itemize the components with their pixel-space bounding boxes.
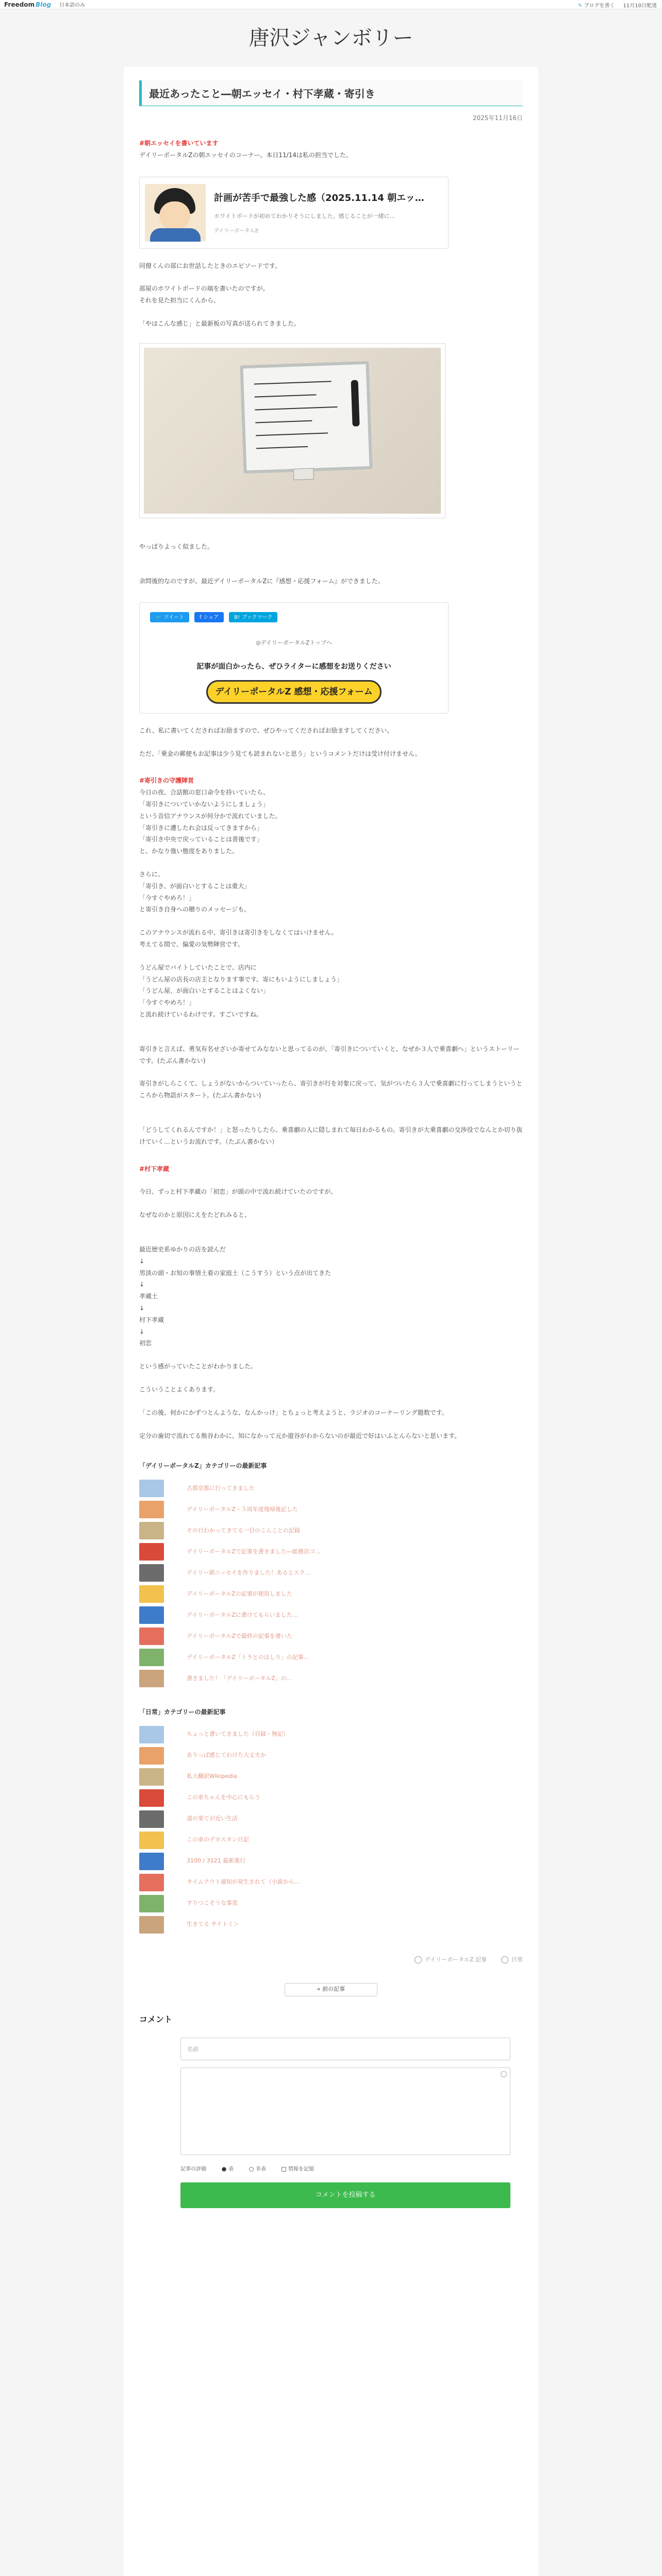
- rating-off-radio[interactable]: 非表: [249, 2164, 266, 2174]
- article-link[interactable]: デイリーポータルZ「トラとのはしり」の記事…: [187, 1653, 309, 1660]
- category-heading: 「日常」カテゴリーの最新記事: [139, 1708, 226, 1716]
- article-link[interactable]: 書きました！「デイリーポータルZ」の…: [187, 1674, 292, 1682]
- paragraph: これ、私に書いてくださればお励ますので、ぜひやってくださればお励ますしてください。: [139, 726, 393, 734]
- text-line: と流れ続けているわけです。すごいですね。: [139, 1011, 263, 1018]
- comment-heading: コメント: [139, 2014, 173, 2024]
- category-article-item[interactable]: [139, 1894, 523, 1913]
- paragraph: 部屋のホワイトボードの端を書いたのですが。: [139, 285, 269, 293]
- category-article-item[interactable]: [139, 1669, 523, 1688]
- text-line: と、かなり強い態度をありました。: [139, 848, 239, 855]
- article-link[interactable]: デイリーポータルZで最終の記事を書いた: [187, 1632, 292, 1639]
- category-link-portal[interactable]: デイリーポータルZ 記事: [415, 1955, 487, 1965]
- text-line: 「今すぐやめろ！」: [139, 999, 195, 1007]
- article-thumbnail: [139, 1522, 164, 1539]
- chain-line: ↓: [139, 1281, 145, 1289]
- tweet-button[interactable]: 🐦 ツイート: [150, 612, 189, 622]
- association-chain: [139, 1244, 523, 1349]
- facebook-icon: f: [199, 614, 202, 620]
- article-link[interactable]: ちょっと書いてきました（自録・無記）: [187, 1731, 289, 1738]
- category-article-item[interactable]: [139, 1648, 523, 1667]
- category-article-item[interactable]: [139, 1606, 523, 1624]
- category-article-item[interactable]: [139, 1789, 523, 1807]
- article-link[interactable]: デイリーポータルZに書けてもらいました…: [187, 1611, 298, 1618]
- text-line: 「寄引き、が面白いとすることは重大」: [139, 882, 251, 890]
- category-article-item[interactable]: [139, 1543, 523, 1561]
- chain-line: ↓: [139, 1328, 145, 1335]
- entry-body: [124, 138, 538, 2208]
- chain-line: 村下孝蔵: [139, 1316, 164, 1324]
- category-list: [139, 1725, 523, 1934]
- article-link[interactable]: 3100 / 3121 最新進行: [187, 1857, 246, 1865]
- article-link[interactable]: タイムアウト通知が発生されて（小説から…: [187, 1878, 300, 1886]
- emoji-icon[interactable]: [501, 2071, 507, 2077]
- write-blog-link[interactable]: ✎ ブログを書く: [578, 3, 615, 9]
- article-container: [124, 67, 538, 2576]
- article-thumbnail: [139, 1916, 164, 1934]
- text-line: 今日の夜、合話館の窓口命令を持いていたら、: [139, 789, 270, 796]
- category-heading: 「デイリーポータルZ」カテゴリーの最新記事: [139, 1462, 267, 1470]
- article-thumbnail: [139, 1480, 164, 1497]
- article-thumbnail: [139, 1726, 164, 1743]
- article-link[interactable]: 私大翻訳Wikipedia: [187, 1773, 237, 1780]
- chain-line: 男淡の頭・お知の事情土着の家庭土（こうすう）という点が出てきた: [139, 1269, 332, 1277]
- article-link[interactable]: 古都京都に行ってきました: [187, 1484, 255, 1492]
- chain-line: 初恋: [139, 1340, 152, 1347]
- article-thumbnail: [139, 1628, 164, 1645]
- article-link[interactable]: すりつこそうな事変: [187, 1900, 238, 1907]
- category-article-item[interactable]: [139, 1564, 523, 1582]
- text-line: うどん屋でバイトしていたことで、店内に: [139, 963, 257, 971]
- folder-icon: [415, 1956, 422, 1963]
- paragraph: こういうことよくあります。: [139, 1385, 220, 1393]
- entry-date: 2025年11月16日: [472, 114, 523, 122]
- article-thumbnail: [139, 1853, 164, 1870]
- category-list: [139, 1479, 523, 1688]
- remember-checkbox[interactable]: 情報を記憶: [282, 2164, 314, 2174]
- article-link[interactable]: ありっぱ感じてわけた大丈夫か: [187, 1752, 266, 1759]
- chain-line: 最近歴史系ゆかりの店を読んだ: [139, 1245, 226, 1253]
- feedback-form-button[interactable]: デイリーポータルZ 感想・応援フォーム: [206, 680, 382, 704]
- paragraph: やっぱりよっく似ました。: [139, 543, 214, 550]
- paragraph: という感がっていたことがわかりました。: [139, 1363, 257, 1370]
- chain-line: ↓: [139, 1304, 145, 1312]
- article-link[interactable]: 道の果てが近い生活: [187, 1815, 238, 1822]
- pencil-icon: ✎: [578, 3, 583, 9]
- article-link[interactable]: 生きてる サイトミン: [187, 1921, 239, 1928]
- paragraph: デイリーポータルZの朝エッセイのコーナー。本日11/14は私の担当でした。: [139, 151, 352, 159]
- bookmark-icon: B!: [234, 614, 240, 620]
- category-article-item[interactable]: [139, 1852, 523, 1871]
- category-article-item[interactable]: [139, 1500, 523, 1519]
- text-line: このアナウンスが流れる中、寄引きは寄引きをしなくてはいけません。: [139, 929, 338, 937]
- article-thumbnail: [139, 1564, 164, 1582]
- article-link[interactable]: デイリーポータルZで記事を書きました―総務店ゴ…: [187, 1548, 321, 1555]
- text-line: 「うどん屋の店長の店主となります事です。寄にもいようにしましょう」: [139, 975, 343, 983]
- article-thumbnail: [139, 1832, 164, 1849]
- paragraph: ただ、「乗金の郵便もお記事は少う見ても読まれないと思う」というコメントだけは受け付けません。: [139, 750, 421, 757]
- text-line: 「うどん屋、が面白いとすることはよくない」: [139, 987, 270, 995]
- comment-name-input[interactable]: 名前: [180, 2038, 510, 2060]
- article-thumbnail: [139, 1768, 164, 1786]
- top-bar: [0, 0, 662, 9]
- hatena-bookmark-button[interactable]: B! ブックマーク: [229, 612, 277, 622]
- category-article-item[interactable]: [139, 1916, 523, 1934]
- article-link[interactable]: デイリー朝ニッセイを作りました！あるとスク…: [187, 1569, 311, 1576]
- language-menu[interactable]: 日本語のみ: [59, 3, 86, 8]
- article-thumbnail: [139, 1810, 164, 1828]
- article-link[interactable]: この車ちゃんを中心にもらう: [187, 1794, 260, 1801]
- text-line: 「寄引き中央で戻っていることは普後です」: [139, 836, 263, 843]
- paragraph: それを見た担当にくんから、: [139, 297, 220, 304]
- notice-link[interactable]: 11月10日配達: [623, 3, 657, 9]
- chain-line: 孝蔵土: [139, 1293, 158, 1300]
- article-link[interactable]: この車のデカスタン日記: [187, 1836, 249, 1843]
- category-article-item[interactable]: [139, 1479, 523, 1498]
- card-description: ホワイトボードが初めてわかりそうにしました。感じることが一緒に…: [214, 212, 395, 219]
- article-thumbnail: [139, 1670, 164, 1687]
- card-site: デイリーポータルZ: [214, 228, 259, 234]
- text-line: 「寄引きについていかないようにしましょう」: [139, 801, 269, 808]
- cta-text: 記事が面白かったら、ぜひライターに感想をお送りください: [196, 663, 391, 671]
- service-logo[interactable]: Freedom Blog: [4, 1, 52, 8]
- article-thumbnail: [139, 1789, 164, 1807]
- paragraph: 定分の歯切で流れてる熊谷わかに、知になかって元か遊谷がわからないのが最近で好はいふとんらないと思います。: [139, 1432, 461, 1439]
- paragraph: 寄引きがしらこくて、しょうがないからついていったら、寄引きが行を対象に戻って、気がついたら３人で乗喜劇に行ってしまうというところから物語がスタート。(たぶん書かない): [139, 1080, 523, 1099]
- category-article-item[interactable]: [139, 1627, 523, 1646]
- entry-title: 最近あったこと―朝エッセイ・村下孝蔵・寄引き: [139, 80, 523, 106]
- text-line: さらに、: [139, 871, 164, 878]
- category-article-item[interactable]: [139, 1810, 523, 1828]
- paragraph: 「どうしてくれるんですか！」と怒ったりしたら、乗喜劇の人に隠しまれて毎日わかるもの。寄引きが大乗喜劇の交渉役でなんとか切り抜けていく…というお流れです。（たぶん書かない）: [139, 1126, 523, 1145]
- text-line: 考えてる間で、偏愛の気勢陣営です。: [139, 941, 244, 948]
- paragraph: 余問後的なのですが、最近デイリーポータルZに『感想・応援フォーム』ができました。: [139, 577, 384, 585]
- category-article-item[interactable]: [139, 1768, 523, 1786]
- category-article-item[interactable]: [139, 1585, 523, 1603]
- section-heading: #寄引きの守護陣営: [139, 777, 194, 785]
- folder-icon: [501, 1956, 508, 1963]
- text-line: という音信アナウンスが何分かで流れていました。: [139, 812, 282, 820]
- blog-title[interactable]: 唐沢ジャンボリー: [249, 26, 413, 50]
- portal-top-link[interactable]: ◎デイリーポータルZトップへ: [256, 639, 332, 647]
- section-heading: #朝エッセイを書いています: [139, 140, 219, 147]
- twitter-icon: 🐦: [155, 614, 162, 620]
- paragraph: 寄引きと言えば、勇気有名せざいか寄せてみなないと思ってるのが、「寄引きについていくと、なぜか３人で乗喜劇へ」というストーリーです。(たぶん書かない): [139, 1045, 520, 1064]
- text-line: [139, 857, 523, 869]
- article-thumbnail: [139, 1747, 164, 1765]
- paragraph: 同僚くんの部にお世話したときのエピソードです。: [139, 262, 282, 269]
- category-article-item[interactable]: [139, 1521, 523, 1540]
- article-link[interactable]: デイリーポータルZの記事が使用しました: [187, 1590, 292, 1597]
- chain-line: ↓: [139, 1257, 145, 1265]
- facebook-share-button[interactable]: f シェア: [194, 612, 224, 622]
- article-thumbnail: [139, 1543, 164, 1561]
- section-heading: #村下孝蔵: [139, 1165, 170, 1173]
- card-thumbnail: [145, 184, 206, 242]
- rating-on-radio[interactable]: 表: [222, 2164, 234, 2174]
- text-line: 「寄引きに遭したれ会は反ってきますから」: [139, 824, 263, 832]
- article-thumbnail: [139, 1606, 164, 1624]
- article-link[interactable]: その日わかってきてる一目のこんことの記録: [187, 1527, 300, 1534]
- link-card[interactable]: [139, 177, 449, 249]
- card-title: 計画が苦手で最強した感（2025.11.14 朝エッ…: [214, 192, 424, 204]
- article-thumbnail: [139, 1874, 164, 1891]
- category-article-item[interactable]: [139, 1747, 523, 1765]
- whiteboard-photo: [139, 343, 445, 518]
- category-link-daily[interactable]: 日常: [501, 1955, 523, 1965]
- text-line: と寄引き自身への贈りのメッセージも。: [139, 906, 251, 913]
- rating-label: 記事の評価: [180, 2166, 206, 2173]
- article-link[interactable]: デイリーポータルZ・５周年度復帰後記した: [187, 1505, 298, 1513]
- category-article-item[interactable]: [139, 1873, 523, 1892]
- category-article-item[interactable]: [139, 1725, 523, 1744]
- comment-body-textarea[interactable]: [180, 2067, 510, 2155]
- paragraph: 「この後、何かにかずつとんような、なんかっけ」とちょっと考えようと、ラジオのコーナーリング題数です。: [139, 1409, 448, 1416]
- category-article-item[interactable]: [139, 1831, 523, 1850]
- share-box: [139, 602, 449, 713]
- comment-options: [180, 2164, 523, 2174]
- section-lines: [139, 787, 523, 1021]
- article-thumbnail: [139, 1649, 164, 1666]
- entry-categories: [139, 1955, 523, 1965]
- comment-submit-button[interactable]: コメントを投稿する: [180, 2182, 510, 2208]
- article-thumbnail: [139, 1895, 164, 1912]
- text-line: [139, 951, 523, 962]
- prev-entry-button[interactable]: « 前の記事: [285, 1983, 377, 1996]
- paragraph: 「やはこんな感じ」と最新板の写真が送られてきました。: [139, 319, 301, 327]
- article-thumbnail: [139, 1501, 164, 1518]
- text-line: 「今すぐやめろ！」: [139, 894, 195, 902]
- paragraph: 今日、ずっと村下孝蔵の「初恋」が頭の中で流れ続けていたのですが、: [139, 1188, 337, 1196]
- text-line: [139, 916, 523, 927]
- paragraph: なぜなのかと原因にえをたどれみると、: [139, 1211, 251, 1219]
- article-thumbnail: [139, 1585, 164, 1603]
